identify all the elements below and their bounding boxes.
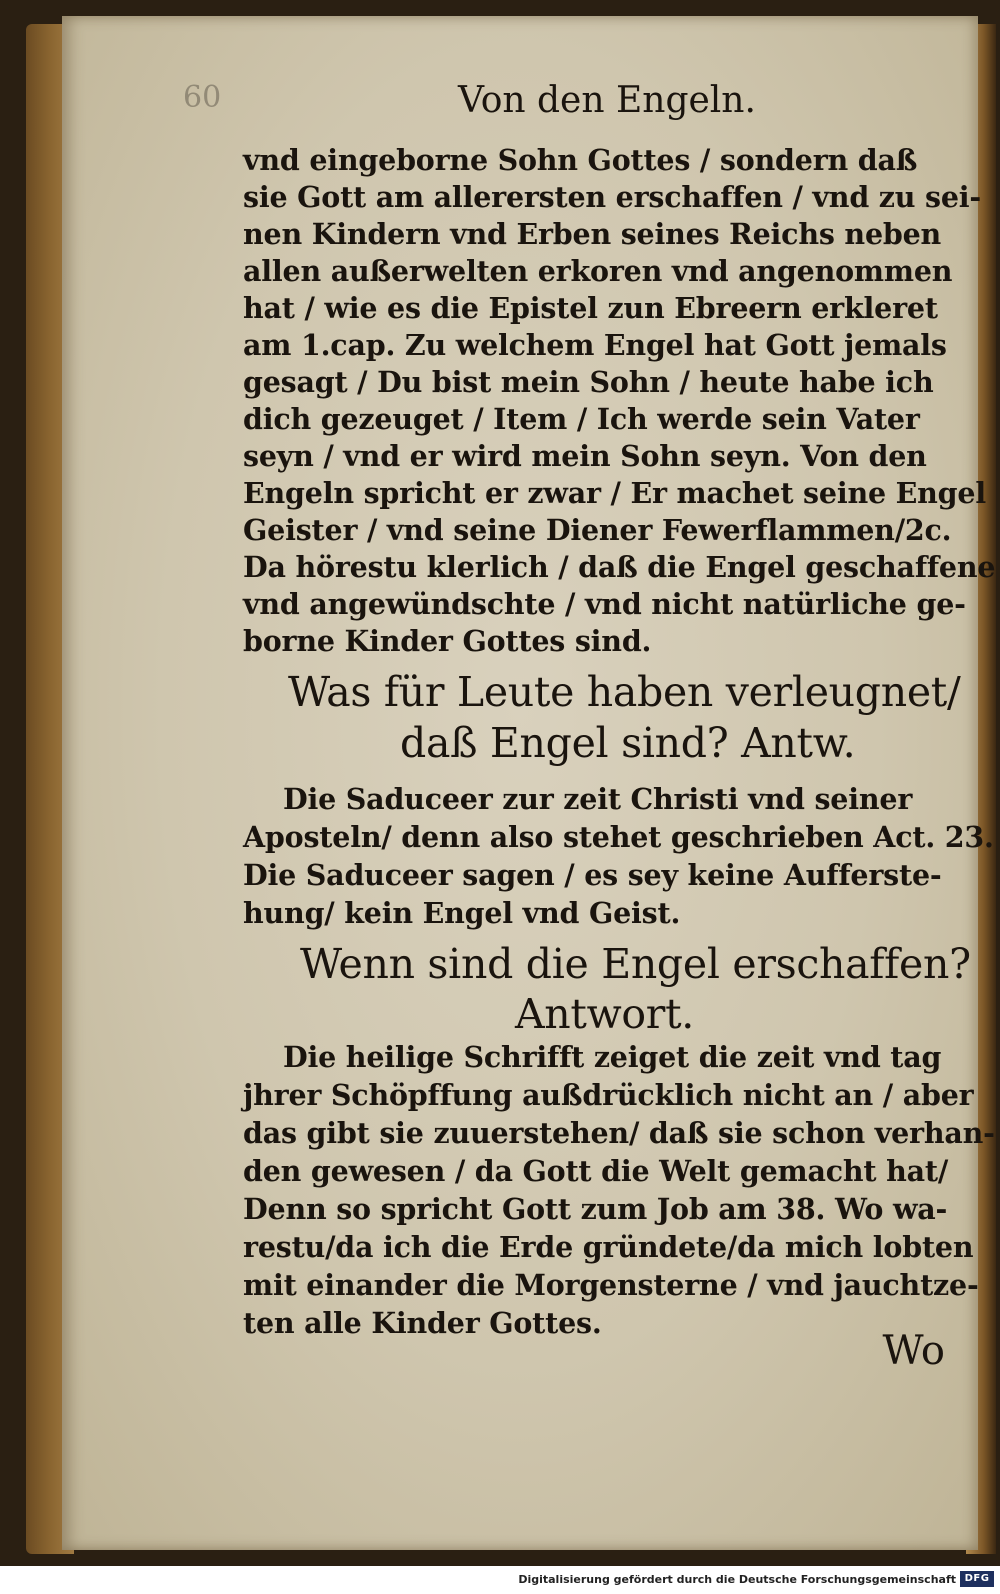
answer-line: restu/da ich die Erde gründete/da mich lobten — [243, 1230, 974, 1264]
answer-line: Aposteln/ denn also stehet geschrieben Act. 23. — [243, 820, 994, 854]
body-line: Geister / vnd seine Diener Fewerflammen/2c. — [243, 513, 952, 547]
footer-credit: Digitalisierung gefördert durch die Deutsche Forschungsgemeinschaft — [518, 1573, 956, 1586]
answer-line: mit einander die Morgensterne / vnd jauchtze- — [243, 1268, 979, 1302]
body-line: borne Kinder Gottes sind. — [243, 624, 652, 658]
body-line: dich gezeuget / Item / Ich werde sein Vater — [243, 402, 920, 436]
answer-line: hung/ kein Engel vnd Geist. — [243, 896, 681, 930]
answer-line: Die Saduceer sagen / es sey keine Aufferste- — [243, 858, 942, 892]
body-line: sie Gott am allerersten erschaffen / vnd zu sei- — [243, 180, 982, 214]
body-line: vnd angewündschte / vnd nicht natürliche ge- — [243, 587, 966, 621]
catchword: Wo — [882, 1328, 945, 1374]
page-number: 60 — [183, 80, 222, 115]
body-line: Engeln spricht er zwar / Er machet seine Engel — [243, 476, 986, 510]
body-line: hat / wie es die Epistel zun Ebreern erkleret — [243, 291, 938, 325]
dfg-logo: DFG — [960, 1571, 994, 1587]
answer-line: Die heilige Schrifft zeiget die zeit vnd tag — [283, 1040, 942, 1074]
answer-line: Die Saduceer zur zeit Christi vnd seiner — [283, 782, 913, 816]
question-heading-line: Antwort. — [515, 990, 694, 1038]
body-line: am 1.cap. Zu welchem Engel hat Gott jemals — [243, 328, 947, 362]
answer-line: jhrer Schöpffung außdrücklich nicht an / aber — [243, 1078, 974, 1112]
running-head: Von den Engeln. — [458, 80, 756, 121]
body-line: allen außerwelten erkoren vnd angenommen — [243, 254, 953, 288]
question-heading-line: daß Engel sind? Antw. — [400, 719, 856, 767]
question-heading-line: Was für Leute haben verleugnet/ — [288, 668, 961, 716]
body-line: seyn / vnd er wird mein Sohn seyn. Von den — [243, 439, 927, 473]
answer-line: das gibt sie zuuerstehen/ daß sie schon verhan- — [243, 1116, 995, 1150]
answer-line: den gewesen / da Gott die Welt gemacht hat/ — [243, 1154, 949, 1188]
body-line: nen Kindern vnd Erben seines Reichs neben — [243, 217, 942, 251]
answer-line: ten alle Kinder Gottes. — [243, 1306, 602, 1340]
answer-line: Denn so spricht Gott zum Job am 38. Wo wa- — [243, 1192, 948, 1226]
question-heading-line: Wenn sind die Engel erschaffen? — [300, 940, 971, 988]
body-line: Da hörestu klerlich / daß die Engel geschaffene — [243, 550, 996, 584]
body-line: vnd eingeborne Sohn Gottes / sondern daß — [243, 143, 918, 177]
body-line: gesagt / Du bist mein Sohn / heute habe ich — [243, 365, 934, 399]
digitization-footer — [0, 1566, 1000, 1594]
